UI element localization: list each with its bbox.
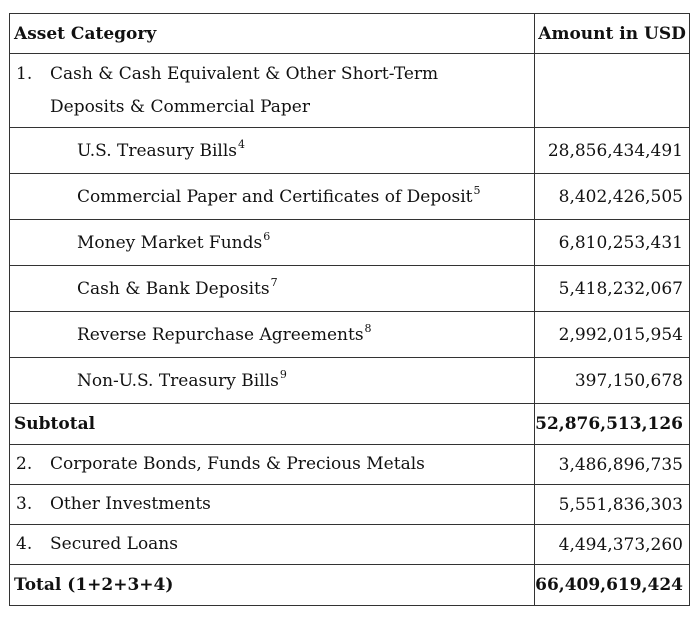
item-label: Commercial Paper and Certificates of Deposit bbox=[77, 186, 473, 207]
section-number: 3. bbox=[16, 494, 33, 514]
item-amount: 397,150,678 bbox=[535, 358, 690, 404]
section-amount: 5,551,836,303 bbox=[535, 485, 690, 525]
section-amount: 3,486,896,735 bbox=[535, 445, 690, 485]
header-row bbox=[10, 14, 690, 54]
total-amount: 66,409,619,424 bbox=[535, 565, 690, 606]
section-amount: 4,494,373,260 bbox=[535, 525, 690, 565]
item-label: Money Market Funds bbox=[77, 232, 263, 253]
section-1-number: 1. bbox=[16, 63, 33, 84]
total-label: Total (1+2+3+4) bbox=[10, 565, 535, 606]
table-row bbox=[10, 128, 690, 174]
section-1-amount-empty bbox=[535, 54, 690, 128]
section-label: Corporate Bonds, Funds & Precious Metals bbox=[50, 454, 425, 474]
footnote-marker: 6 bbox=[263, 229, 271, 243]
table-row bbox=[10, 174, 690, 220]
item-label: Cash & Bank Deposits bbox=[77, 278, 270, 299]
subtotal-row bbox=[10, 404, 690, 445]
table-row bbox=[10, 266, 690, 312]
footnote-marker: 5 bbox=[473, 183, 481, 197]
section-label: Other Investments bbox=[50, 494, 211, 514]
footnote-marker: 7 bbox=[270, 275, 278, 289]
item-label: Reverse Repurchase Agreements bbox=[77, 324, 364, 345]
table-row bbox=[10, 220, 690, 266]
section-2-row bbox=[10, 445, 690, 485]
table-row bbox=[10, 312, 690, 358]
header-category: Asset Category bbox=[10, 14, 535, 54]
total-row bbox=[10, 565, 690, 606]
section-label: Secured Loans bbox=[50, 534, 178, 554]
item-amount: 5,418,232,067 bbox=[535, 266, 690, 312]
subtotal-label: Subtotal bbox=[10, 404, 535, 445]
item-amount: 8,402,426,505 bbox=[535, 174, 690, 220]
item-label: U.S. Treasury Bills bbox=[77, 140, 238, 161]
section-1-row bbox=[10, 54, 690, 128]
header-amount: Amount in USD bbox=[535, 14, 690, 54]
footnote-marker: 9 bbox=[279, 367, 287, 381]
table-row bbox=[10, 358, 690, 404]
item-amount: 6,810,253,431 bbox=[535, 220, 690, 266]
section-1-label: Cash & Cash Equivalent & Other Short-Term Deposits & Commercial Paper bbox=[50, 63, 439, 117]
asset-table bbox=[9, 13, 690, 606]
item-amount: 28,856,434,491 bbox=[535, 128, 690, 174]
section-4-row bbox=[10, 525, 690, 565]
item-label: Non-U.S. Treasury Bills bbox=[77, 370, 279, 391]
item-amount: 2,992,015,954 bbox=[535, 312, 690, 358]
section-1-cell bbox=[10, 54, 535, 128]
subtotal-amount: 52,876,513,126 bbox=[535, 404, 690, 445]
section-number: 2. bbox=[16, 454, 33, 474]
section-number: 4. bbox=[16, 534, 33, 554]
footnote-marker: 8 bbox=[364, 321, 372, 335]
section-3-row bbox=[10, 485, 690, 525]
footnote-marker: 4 bbox=[238, 137, 246, 151]
